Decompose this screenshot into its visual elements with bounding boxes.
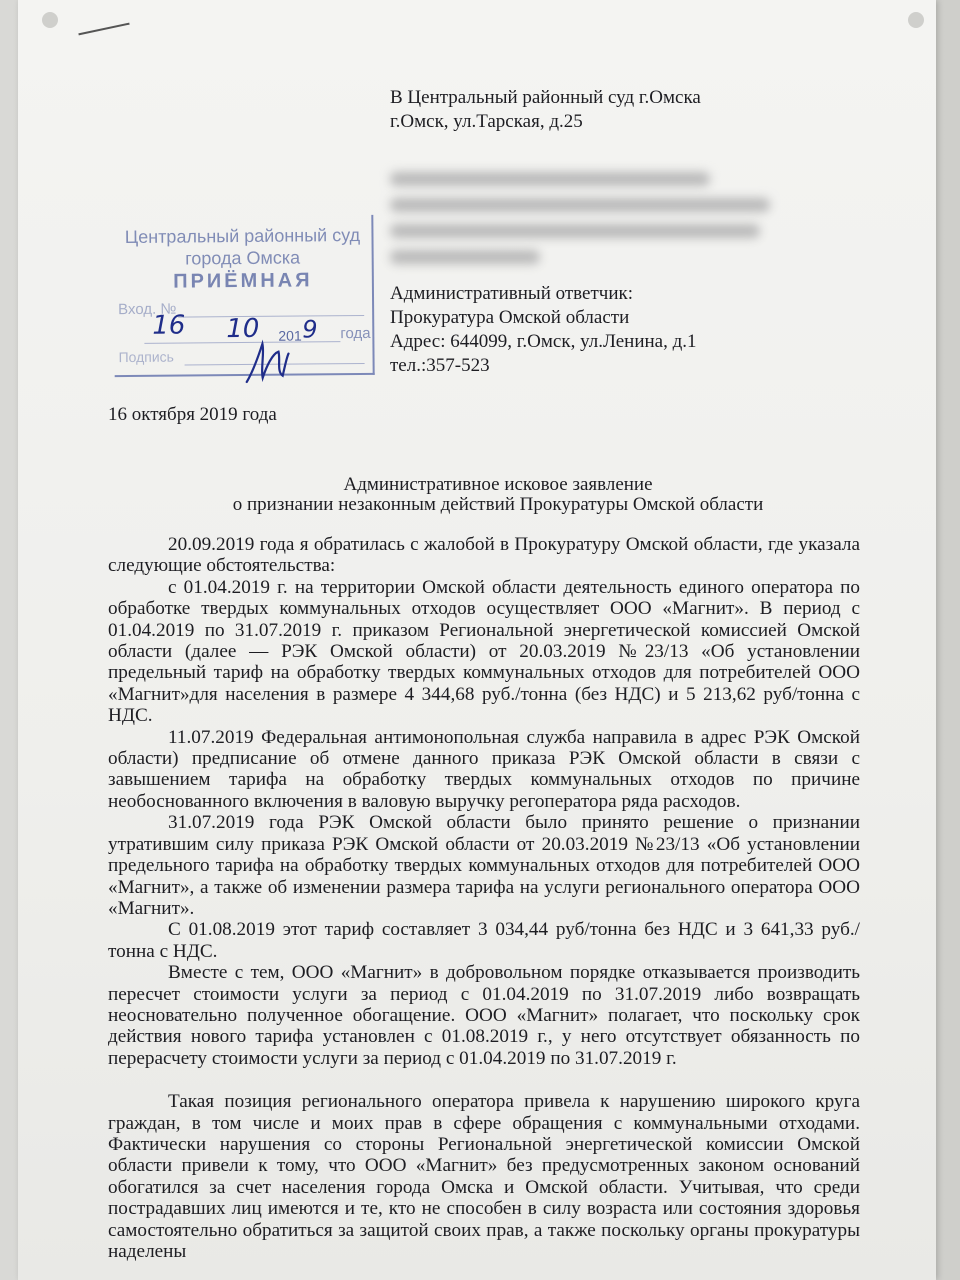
body-paragraph: с 01.04.2019 г. на территории Омской области деятельность единого оператора по обработке твердых коммунальных отходов осуществляет ООО «Магнит». В период с 01.04.2019 по 31.07.2019 г. приказом Региональной энергетической комиссией Омской области (далее — РЭК Омской области) от 20.03.2019 №23/13 «Об установлении предельный тариф на обработку твердых коммунальных отходов для потребителей ООО «Магнит»для населения в размере 4 344,68 руб./тонна (без НДС) и 5 213,62 руб/тонна с НДС. xyxy=(108,576,860,727)
defendant-phone: тел.:357-523 xyxy=(390,355,490,376)
stamp-incoming-label: Вход. № xyxy=(118,300,177,319)
punch-hole xyxy=(42,12,58,28)
document-body xyxy=(108,534,860,1262)
stamp-signature-label: Подпись xyxy=(118,348,175,366)
stamp-year-prefix: 201 xyxy=(278,327,302,344)
court-reception-stamp xyxy=(113,215,374,377)
document-page xyxy=(18,0,936,1280)
recipient-court: В Центральный районный суд г.Омска xyxy=(390,87,701,108)
stamp-court-line1: Центральный районный суд xyxy=(124,224,361,248)
body-paragraph: 20.09.2019 года я обратилась с жалобой в Прокуратуру Омской области, где указала следующие обстоятельства: xyxy=(108,534,860,577)
pen-mark xyxy=(78,23,129,36)
stamp-year-word: года xyxy=(340,324,371,343)
defendant-label: Административный ответчик: xyxy=(390,283,634,304)
defendant-block xyxy=(390,282,697,378)
body-paragraph: Такая позиция регионального оператора привела к нарушению широкого круга граждан, в том числе и моих прав в сфере обращения с коммунальными отходами. Фактически нарушения со стороны Региональной энергетической комиссии Омской области привели к тому, что ООО «Магнит» без предусмотренных законом оснований обогатился за счет населения города Омска и Омской области. Учитывая, что среди пострадавших лиц имеются и те, кто не способен в силу возраста или состояния здоровья самостоятельно обратиться за защитой своих прав, а также поскольку органы прокуратуры наделены xyxy=(108,1091,860,1262)
stamp-year-suffix: 9 xyxy=(302,315,318,344)
stamp-day: 16 xyxy=(152,310,186,341)
redacted-plaintiff-block xyxy=(390,172,790,276)
stamp-office: ПРИЁМНАЯ xyxy=(173,269,313,293)
recipient-address: г.Омск, ул.Тарская, д.25 xyxy=(390,111,583,132)
body-paragraph: 11.07.2019 Федеральная антимонопольная служба направила в адрес РЭК Омской области) предписание об отмене данного приказа РЭК Омской области в связи с завышением тарифа на обработку твердых коммунальных отходов по причине необоснованного включения в валовую выручку регоператора ряда расходов. xyxy=(108,726,860,812)
recipient-block xyxy=(390,86,701,134)
stamp-court-line2: города Омска xyxy=(185,247,301,269)
document-title: Административное исковое заявление xyxy=(343,474,653,495)
document-date: 16 октября 2019 года xyxy=(108,404,277,425)
signature-icon xyxy=(242,338,292,384)
body-paragraph: С 01.08.2019 этот тариф составляет 3 034,44 руб/тонна без НДС и 3 641,33 руб./тонна с НДС. xyxy=(108,919,860,962)
stamp-line xyxy=(178,315,364,318)
body-paragraph: 31.07.2019 года РЭК Омской области было принято решение о признании утратившим силу приказа РЭК Омской области от 20.03.2019 №23/13 «Об установлении предельного тарифа на обработку твердых коммунальных отходов для потребителей ООО «Магнит», а также об изменении размера тарифа на услуги регионального оператора ООО «Магнит». xyxy=(108,812,860,919)
defendant-address: Адрес: 644099, г.Омск, ул.Ленина, д.1 xyxy=(390,331,697,352)
body-paragraph: Вместе с тем, ООО «Магнит» в добровольном порядке отказывается производить пересчет стоимости услуги за период с 01.04.2019 по 31.07.2019 либо возвращать неосновательно полученное обогащение. ООО «Магнит» полагает, что поскольку срок действия нового тарифа установлен с 01.08.2019 г., у него отсутствует обязанность по перерасчету стоимости услуги за период с 01.04.2019 по 31.07.2019 г. xyxy=(108,962,860,1069)
defendant-name: Прокуратура Омской области xyxy=(390,307,630,328)
punch-hole xyxy=(908,12,924,28)
stamp-month: 10 xyxy=(226,313,260,345)
document-subtitle: о признании незаконным действий Прокуратуры Омской области xyxy=(232,494,764,515)
